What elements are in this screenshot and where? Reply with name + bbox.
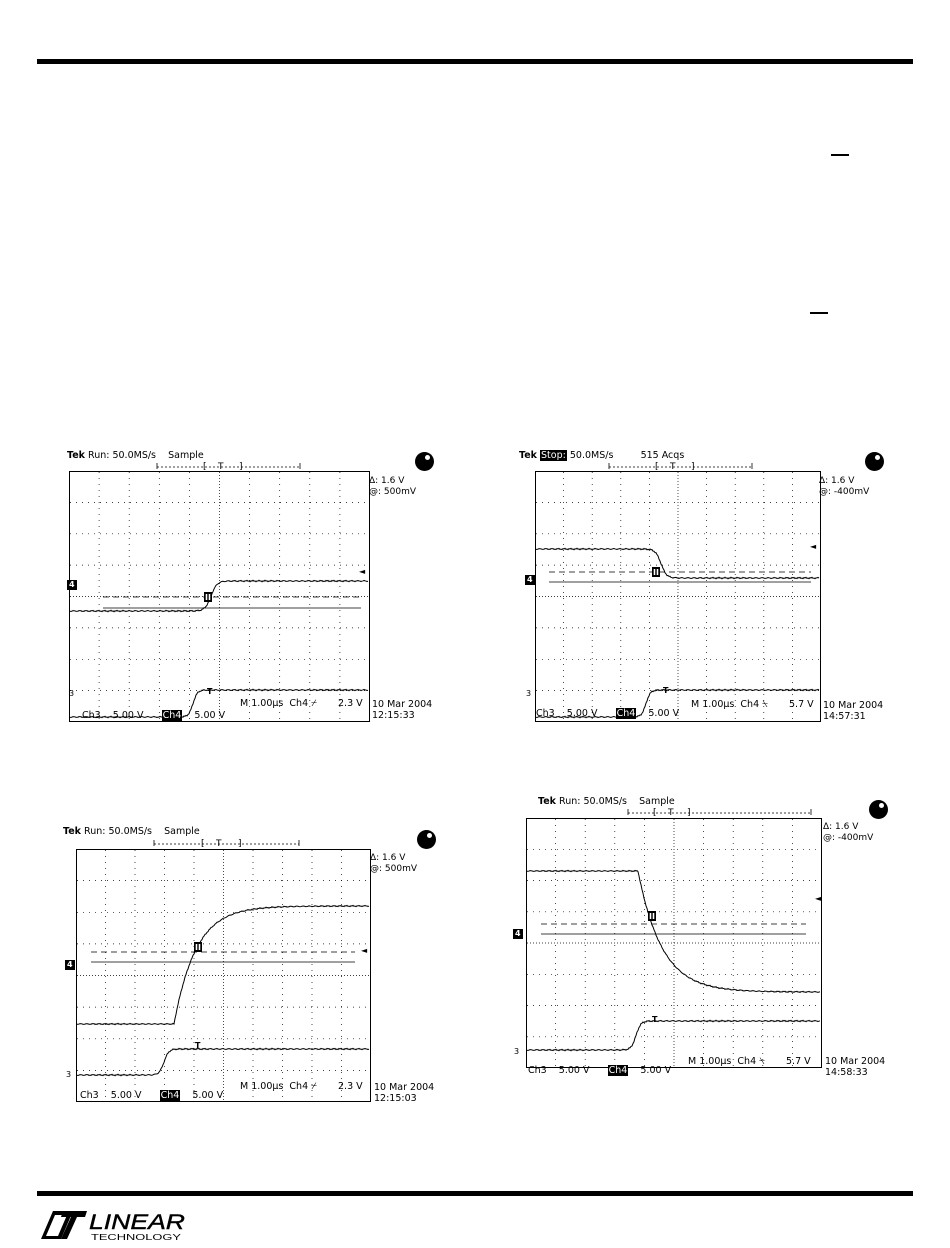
scope-knob-icon xyxy=(415,452,434,471)
ch4-label: Ch4 xyxy=(616,708,636,719)
capture-timestamp xyxy=(825,1056,885,1078)
trigger-level: 2.3 V xyxy=(338,1081,363,1092)
scope-brand: Tek xyxy=(63,826,81,837)
capture-date: 10 Mar 2004 xyxy=(823,700,884,711)
timebase: M 1.00µs xyxy=(691,699,735,710)
channel3-marker: 3 xyxy=(526,689,532,698)
trigger-mark: T xyxy=(652,1015,658,1024)
graticule-frame xyxy=(70,472,370,722)
ch3-scale: 5.00 V xyxy=(558,1065,590,1076)
ch3-label: Ch3 xyxy=(528,1065,547,1076)
scope-acq-mode: Sample xyxy=(168,450,204,461)
timebase: M 1.00µs xyxy=(240,698,284,709)
trigger-position-bar xyxy=(627,806,813,816)
capture-time: 12:15:03 xyxy=(374,1093,417,1104)
trigger-level: 5.7 V xyxy=(789,699,814,710)
capture-timestamp xyxy=(374,1082,434,1104)
cursor-mark: II xyxy=(649,912,655,921)
ch3-label: Ch3 xyxy=(82,710,101,721)
ch3-scale: 5.00 V xyxy=(110,1090,142,1101)
ch3-label: Ch3 xyxy=(536,708,555,719)
ref-arrow-icon: ◄ xyxy=(815,894,822,903)
at-readout: @: -400mV xyxy=(823,833,874,843)
scope-brand: Tek xyxy=(67,450,85,461)
ch4-label: Ch4 xyxy=(608,1065,628,1076)
scope-footer xyxy=(82,710,225,721)
falling-slope-icon: ⍀ xyxy=(762,699,768,710)
ref-arrow-icon: ◄ xyxy=(359,567,366,576)
timebase-readout xyxy=(688,1056,811,1067)
svg-text:T: T xyxy=(668,808,674,816)
delta-readout: Δ: 1.6 V xyxy=(369,476,405,486)
at-readout: @: -400mV xyxy=(819,487,870,497)
capture-timestamp xyxy=(372,699,432,721)
svg-text:[: [ xyxy=(203,462,207,470)
delta-readout: Δ: 1.6 V xyxy=(823,822,859,832)
scope-knob-icon xyxy=(417,830,436,849)
ch3-scale: 5.00 V xyxy=(112,710,144,721)
svg-text:LINEAR: LINEAR xyxy=(89,1211,185,1234)
footer-rule xyxy=(37,1191,913,1196)
measurement-readout xyxy=(823,822,873,844)
trigger-mark: T xyxy=(195,1041,201,1050)
channel3-marker: 3 xyxy=(66,1070,72,1079)
overbar-mark xyxy=(831,154,849,156)
capture-date: 10 Mar 2004 xyxy=(825,1056,886,1067)
scope-state: Run: xyxy=(88,450,110,461)
trigger-level: 2.3 V xyxy=(338,698,363,709)
scope-footer xyxy=(528,1065,671,1076)
at-readout: @: 500mV xyxy=(370,864,417,874)
scope-brand: Tek xyxy=(538,796,556,807)
svg-text:T: T xyxy=(670,462,676,470)
trigger-mark: T xyxy=(663,686,669,695)
trigger-position-bar xyxy=(156,460,302,470)
scope-header xyxy=(63,826,200,837)
ref-arrow-icon: ◄ xyxy=(810,542,817,551)
scope-capture-b xyxy=(512,446,892,726)
cursor-mark: II xyxy=(195,943,201,952)
scope-sample-rate: 50.0MS/s xyxy=(569,450,614,461)
scope-graticule xyxy=(526,818,822,1068)
ref-arrow-icon: ◄ xyxy=(361,946,368,955)
ch4-scale: 5.00 V xyxy=(640,1065,672,1076)
scope-capture-a xyxy=(60,446,440,726)
ch4-scale: 5.00 V xyxy=(648,708,680,719)
ch4-label: Ch4 xyxy=(162,710,182,721)
delta-readout: Δ: 1.6 V xyxy=(819,476,855,486)
scope-acq-mode: 515 Acqs xyxy=(640,450,685,461)
scope-state: Run: xyxy=(84,826,106,837)
svg-text:]: ] xyxy=(691,462,695,470)
channel3-marker: 3 xyxy=(514,1047,520,1056)
trigger-mark: T xyxy=(207,687,213,696)
measurement-readout xyxy=(370,853,417,875)
scope-capture-d xyxy=(508,792,892,1092)
scope-state: Stop: xyxy=(541,450,566,461)
scope-sample-rate: 50.0MS/s xyxy=(112,450,156,461)
delta-readout: Δ: 1.6 V xyxy=(370,853,406,863)
at-readout: @: 500mV xyxy=(369,487,416,497)
svg-text:TECHNOLOGY: TECHNOLOGY xyxy=(91,1232,182,1242)
svg-text:[: [ xyxy=(201,839,205,847)
rising-slope-icon: ⌿ xyxy=(311,698,317,709)
linear-technology-logo xyxy=(39,1205,189,1243)
scope-capture-c xyxy=(56,822,440,1112)
header-rule xyxy=(37,59,913,64)
capture-date: 10 Mar 2004 xyxy=(374,1082,435,1093)
trigger-source: Ch4 xyxy=(737,1056,757,1067)
scope-graticule xyxy=(76,849,371,1102)
overbar-mark xyxy=(810,312,828,314)
channel4-marker: 4 xyxy=(515,929,521,938)
scope-graticule xyxy=(69,471,370,722)
measurement-readout xyxy=(369,476,416,498)
channel4-marker: 4 xyxy=(527,575,533,584)
trigger-position-bar xyxy=(608,460,754,470)
svg-text:[: [ xyxy=(653,808,657,816)
scope-graticule xyxy=(535,471,821,722)
cursor-mark: II xyxy=(653,568,659,577)
cursor-mark: II xyxy=(205,593,211,602)
scope-acq-mode: Sample xyxy=(639,796,675,807)
svg-text:]: ] xyxy=(238,839,242,847)
falling-slope-icon: ⍀ xyxy=(759,1056,765,1067)
svg-text:[: [ xyxy=(655,462,659,470)
svg-text:]: ] xyxy=(239,462,243,470)
trigger-source: Ch4 xyxy=(289,1081,309,1092)
timebase-readout xyxy=(240,698,363,709)
capture-time: 12:15:33 xyxy=(372,710,415,721)
capture-date: 10 Mar 2004 xyxy=(372,699,433,710)
ch4-scale: 5.00 V xyxy=(192,1090,224,1101)
timebase: M 1.00µs xyxy=(688,1056,732,1067)
scope-knob-icon xyxy=(869,800,888,819)
channel3-marker: 3 xyxy=(69,689,75,698)
ch4-label: Ch4 xyxy=(160,1090,180,1101)
channel4-marker: 4 xyxy=(69,580,75,589)
scope-brand: Tek xyxy=(519,450,537,461)
channel4-marker: 4 xyxy=(67,960,73,969)
timebase-readout xyxy=(691,699,814,710)
scope-sample-rate: 50.0MS/s xyxy=(583,796,627,807)
scope-sample-rate: 50.0MS/s xyxy=(108,826,152,837)
trigger-level: 5.7 V xyxy=(786,1056,811,1067)
svg-text:]: ] xyxy=(687,808,691,816)
scope-acq-mode: Sample xyxy=(164,826,200,837)
svg-text:T: T xyxy=(216,839,222,847)
rising-slope-icon: ⌿ xyxy=(311,1081,317,1092)
scope-state: Run: xyxy=(559,796,581,807)
timebase-readout xyxy=(240,1081,363,1092)
trigger-source: Ch4 xyxy=(740,699,760,710)
trigger-position-bar xyxy=(153,837,301,847)
ch3-label: Ch3 xyxy=(80,1090,99,1101)
scope-knob-icon xyxy=(865,452,884,471)
timebase: M 1.00µs xyxy=(240,1081,284,1092)
scope-footer xyxy=(536,708,679,719)
capture-time: 14:57:31 xyxy=(823,711,866,722)
capture-time: 14:58:33 xyxy=(825,1067,868,1078)
trigger-source: Ch4 xyxy=(289,698,309,709)
scope-footer xyxy=(80,1090,223,1101)
measurement-readout xyxy=(819,476,869,498)
ch4-scale: 5.00 V xyxy=(194,710,226,721)
ch3-scale: 5.00 V xyxy=(566,708,598,719)
svg-text:T: T xyxy=(218,462,224,470)
capture-timestamp xyxy=(823,700,883,722)
